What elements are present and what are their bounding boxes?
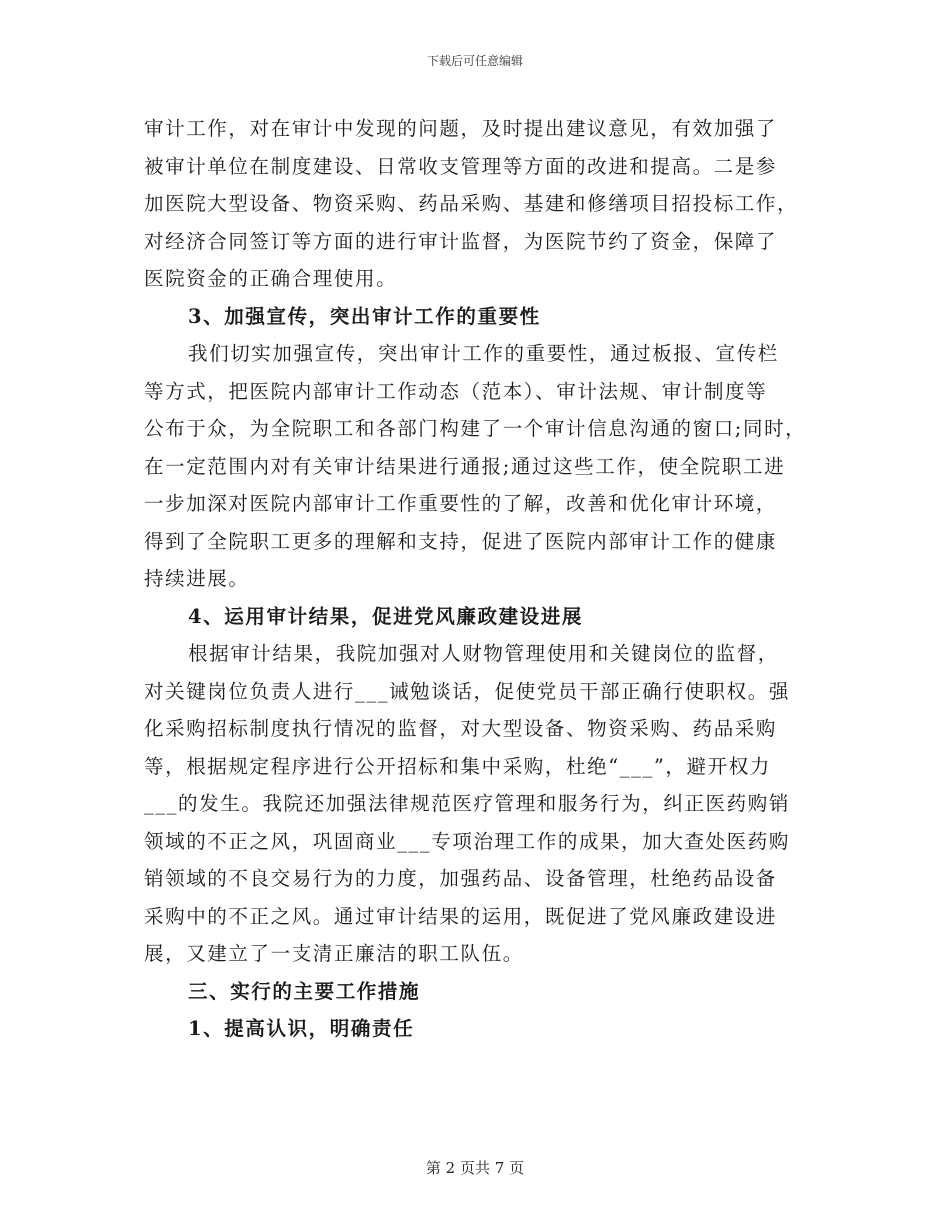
section-heading: 3、加强宣传，突出审计工作的重要性 [188, 304, 541, 328]
body-text-line: 得到了全院职工更多的理解和支持，促进了医院内部审计工作的健康 [144, 529, 778, 553]
body-text-line: 审计工作，对在审计中发现的问题，及时提出建议意见，有效加强了 [144, 117, 778, 140]
section-heading: 4、运用审计结果，促进党风廉政建设进展 [188, 604, 583, 628]
body-text-line: 化采购招标制度执行情况的监督，对大型设备、物资采购、药品采购 [144, 717, 778, 740]
section-heading: 1、提高认识，明确责任 [188, 1017, 415, 1040]
body-text-line: 在一定范围内对有关审计结果进行通报;通过这些工作，使全院职工进 [144, 454, 786, 478]
body-text-line: 加医院大型设备、物资采购、药品采购、基建和修缮项目招投标工作， [144, 192, 799, 215]
page-number: 第 2 页共 7 页 [425, 1159, 525, 1177]
body-text-line: 采购中的不正之风。通过审计结果的运用，既促进了党风廉政建设进 [144, 904, 778, 928]
body-text-line: 对经济合同签订等方面的进行审计监督，为医院节约了资金，保障了 [144, 229, 778, 253]
body-text-line: 展，又建立了一支清正廉洁的职工队伍。 [144, 942, 524, 965]
body-text-line: 等，根据规定程序进行公开招标和集中采购，杜绝“___”，避开权力 [144, 754, 771, 778]
body-text-line: 等方式，把医院内部审计工作动态（范本）、审计法规、审计制度等 [144, 379, 768, 403]
body-text-line: 根据审计结果，我院加强对人财物管理使用和关键岗位的监督， [188, 642, 779, 665]
body-text-line: 一步加深对医院内部审计工作重要性的了解，改善和优化审计环境， [144, 492, 778, 515]
body-text-line: 医院资金的正确合理使用。 [144, 267, 398, 290]
body-text-line: 公布于众，为全院职工和各部门构建了一个审计信息沟通的窗口;同时， [144, 417, 807, 440]
body-text-line: 被审计单位在制度建设、日常收支管理等方面的改进和提高。二是参 [144, 154, 778, 178]
body-text-line: 领域的不正之风，巩固商业___专项治理工作的成果，加大查处医药购 [144, 829, 790, 853]
body-text-line: ___的发生。我院还加强法律规范医疗管理和服务行为，纠正医药购销 [144, 792, 790, 815]
body-text-line: 持续进展。 [144, 567, 250, 590]
document-body [144, 110, 807, 1048]
section-heading: 三、实行的主要工作措施 [188, 979, 421, 1003]
body-text-line: 销领域的不良交易行为的力度，加强药品、设备管理，杜绝药品设备 [144, 867, 778, 890]
body-text-line: 对关键岗位负责人进行___诫勉谈话，促使党员干部正确行使职权。强 [144, 679, 790, 703]
body-text-line: 我们切实加强宣传，突出审计工作的重要性，通过板报、宣传栏 [188, 342, 779, 365]
page-header: 下载后可任意编辑 [426, 54, 523, 68]
